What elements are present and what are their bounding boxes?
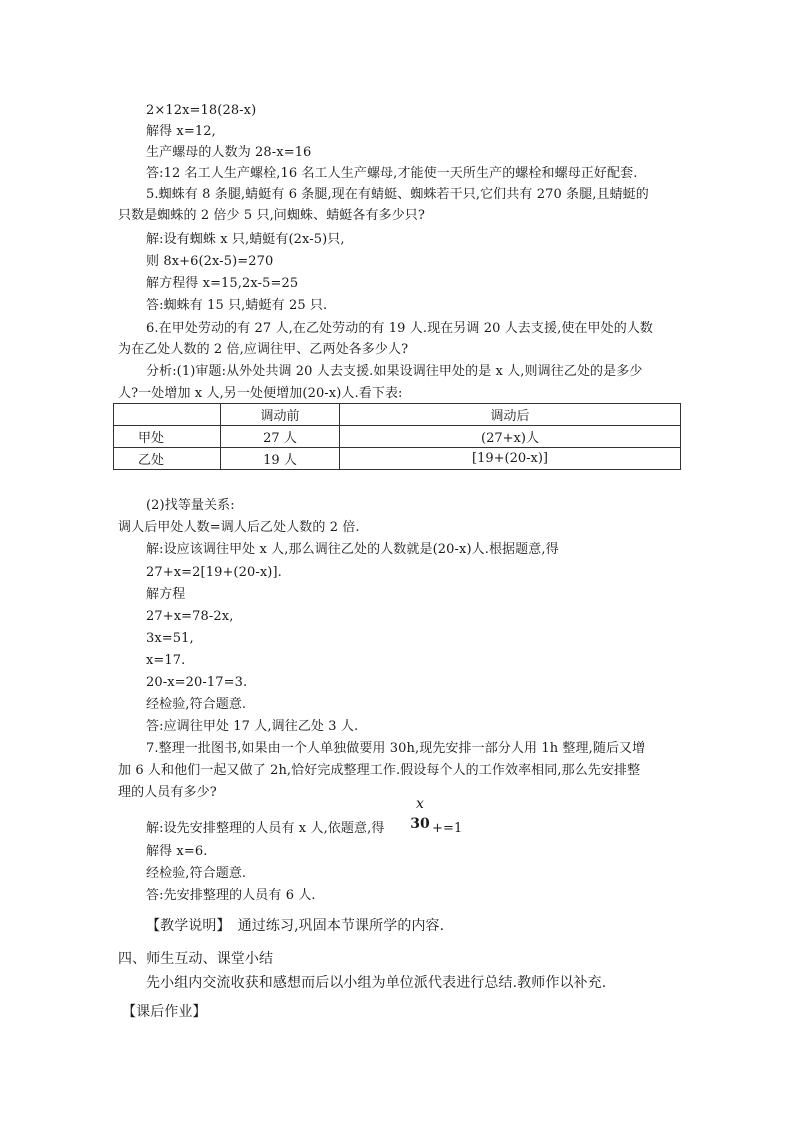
equation-line: 则 8x+6(2x-5)=270 xyxy=(146,254,274,269)
answer-line: 答:12 名工人生产螺栓,16 名工人生产螺母,才能使一天所生产的螺栓和螺母正好配套. xyxy=(146,166,638,181)
analysis-text: 分析:(1)审题:从外处共调 20 人去支援.如果设调往甲处的是 x 人,则调往乙处的是多少 xyxy=(146,364,643,379)
solution-line: 解方程 xyxy=(146,587,186,602)
problem-5-text: 5.蜘蛛有 8 条腿,蜻蜓有 6 条腿,现在有蜻蜓、蜘蛛若干只,它们共有 270 条腿,且蜻蜓的 xyxy=(146,187,649,202)
fraction xyxy=(408,796,432,832)
teaching-note: 【教学说明】 通过练习,巩固本节课所学的内容. xyxy=(146,918,445,934)
solution-line: 生产螺母的人数为 28-x=16 xyxy=(146,145,312,160)
analysis-text: 调人后甲处人数=调人后乙处人数的 2 倍. xyxy=(118,520,360,535)
solution-line: 解:设有蜘蛛 x 只,蜻蜓有(2x-5)只, xyxy=(146,232,345,247)
answer-line: 答:蜘蛛有 15 只,蜻蜓有 25 只. xyxy=(146,298,328,313)
answer-line: 答:应调往甲处 17 人,调往乙处 3 人. xyxy=(146,719,359,734)
equation-line: 27+x=78-2x, xyxy=(146,609,234,624)
problem-7-text: 理的人员有多少? xyxy=(118,785,217,800)
table-row xyxy=(114,448,681,470)
equation-line: 2×12x=18(28-x) xyxy=(146,103,257,118)
analysis-text: (2)找等量关系: xyxy=(146,498,235,513)
analysis-text: 人?一处增加 x 人,另一处便增加(20-x)人.看下表: xyxy=(118,386,403,401)
equation-suffix: +=1 xyxy=(432,821,463,836)
table-header-cell: 调动前 xyxy=(221,404,340,426)
problem-7-text: 加 6 人和他们一起又做了 2h,恰好完成整理工作.假设每个人的工作效率相同,那么先安排整 xyxy=(118,763,641,778)
fraction-numerator: x xyxy=(416,796,424,812)
equation-line: x=17. xyxy=(146,653,186,668)
problem-6-text: 为在乙处人数的 2 倍,应调往甲、乙两处各多少人? xyxy=(118,342,409,357)
table-cell: 27 人 xyxy=(221,426,340,448)
table-cell: (27+x)人 xyxy=(340,426,681,448)
allocation-table xyxy=(113,403,681,470)
solution-line: 经检验,符合题意. xyxy=(146,697,247,712)
solution-line: 解:设应该调往甲处 x 人,那么调往乙处的人数就是(20-x)人.根据题意,得 xyxy=(146,542,559,557)
solution-line: 经检验,符合题意. xyxy=(146,866,247,881)
table-cell: 19 人 xyxy=(221,448,340,470)
solution-line: 解得 x=6. xyxy=(146,844,208,859)
table-cell: 乙处 xyxy=(114,448,221,470)
equation-line: 3x=51, xyxy=(146,631,194,646)
equation-line: 20-x=20-17=3. xyxy=(146,675,248,690)
answer-line: 答:先安排整理的人员有 6 人. xyxy=(146,888,316,903)
table-header-row xyxy=(114,404,681,426)
table-cell: [19+(20-x)] xyxy=(340,448,681,470)
homework-heading: 【课后作业】 xyxy=(122,1004,207,1020)
fraction-denominator: 30 xyxy=(410,816,430,832)
section-text: 先小组内交流收获和感想而后以小组为单位派代表进行总结.教师作以补充. xyxy=(146,975,607,991)
table-header-cell xyxy=(114,404,221,426)
problem-6-text: 6.在甲处劳动的有 27 人,在乙处劳动的有 19 人.现在另调 20 人去支援,使在甲处的人数 xyxy=(146,321,654,336)
equation-line: 27+x=2[19+(20-x)]. xyxy=(146,565,282,580)
problem-7-text: 7.整理一批图书,如果由一个人单独做要用 30h,现先安排一部分人用 1h 整理,随后又增 xyxy=(146,741,646,756)
table-cell: 甲处 xyxy=(114,426,221,448)
solution-line: 解方程得 x=15,2x-5=25 xyxy=(146,276,299,291)
table-header-cell: 调动后 xyxy=(340,404,681,426)
solution-line: 解:设先安排整理的人员有 x 人,依题意,得 xyxy=(146,821,385,836)
problem-5-text: 只数是蜘蛛的 2 倍少 5 只,问蜘蛛、蜻蜓各有多少只? xyxy=(118,208,425,223)
solution-line: 解得 x=12, xyxy=(146,124,216,139)
table-row xyxy=(114,426,681,448)
section-heading: 四、师生互动、课堂小结 xyxy=(118,951,274,967)
